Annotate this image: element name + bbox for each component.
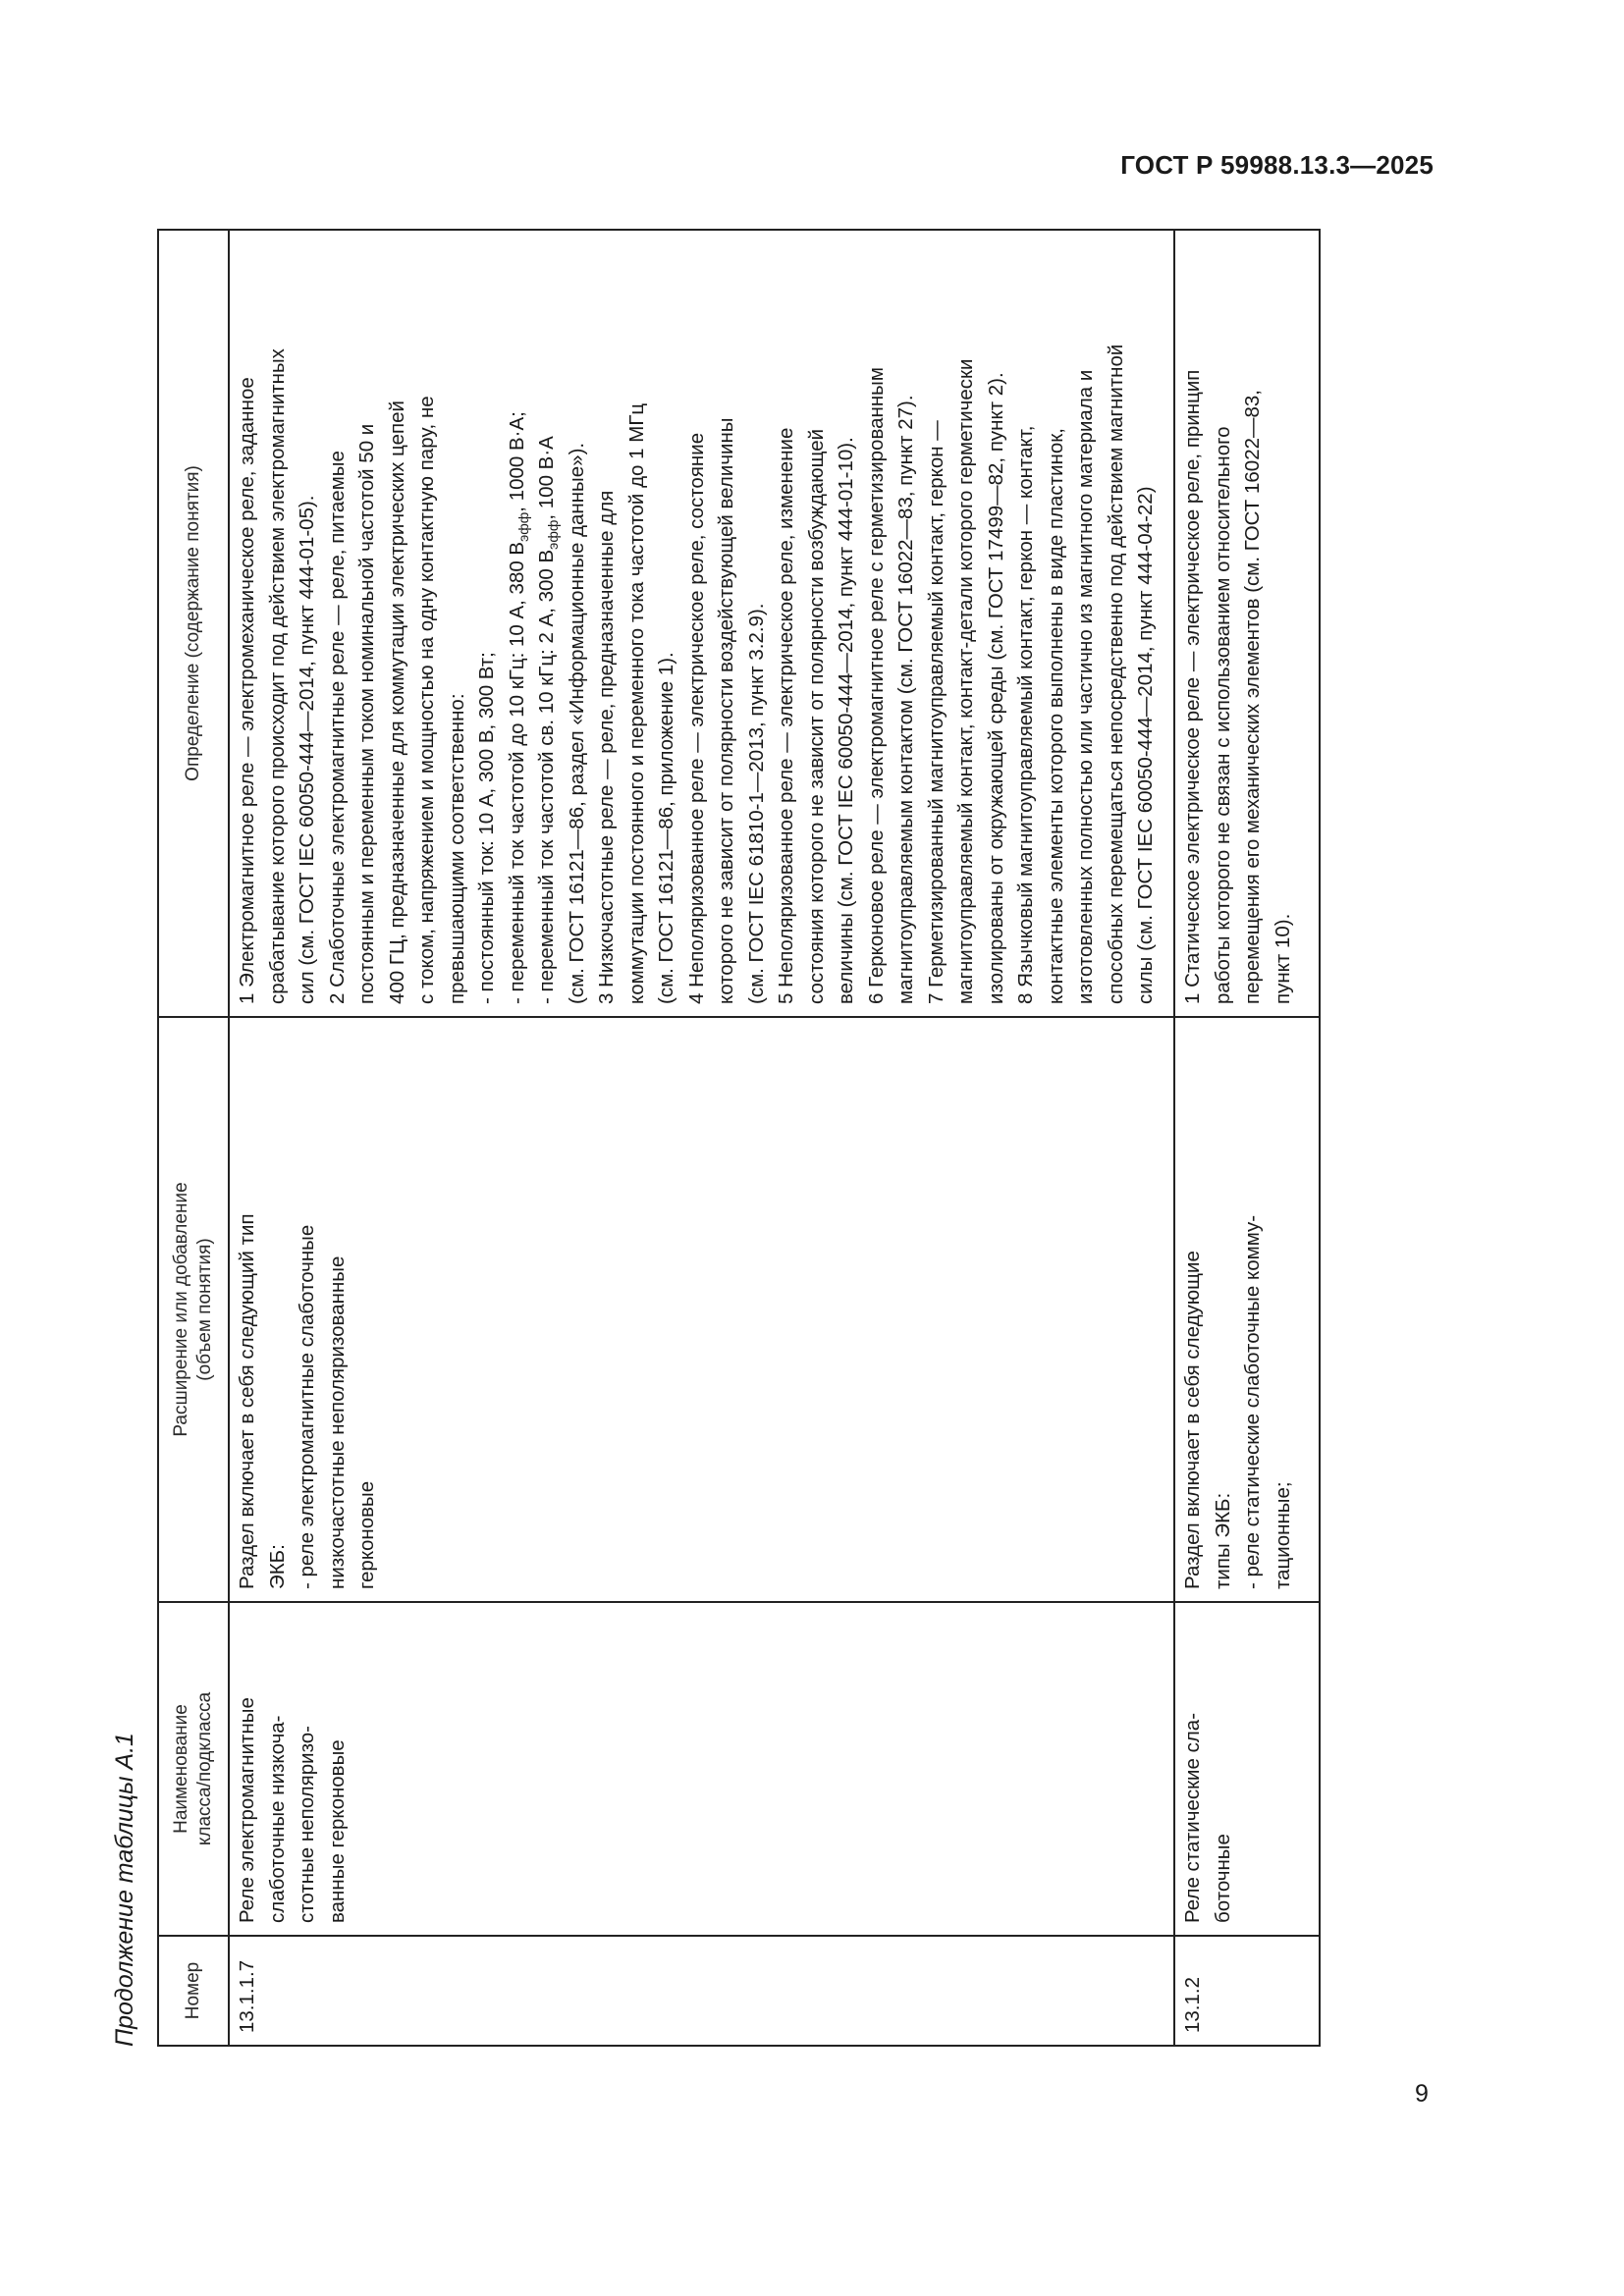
row-class-name: Реле электромагнитные слаботочные низкоча- стотные неполяризо- ванные герконовые	[229, 1602, 1174, 1936]
row-extension: Раздел включает в себя следующие типы ЭКБ: - реле статические слаботочные комму- тационные;	[1174, 1017, 1320, 1602]
table-header-row	[158, 230, 229, 2046]
definition-line: работы которого не связан с использованием относительного	[1211, 426, 1234, 1004]
header-extension: Расширение или добавление (объем понятия)	[158, 1017, 229, 1602]
definition-line: (см. ГОСТ 16121—86, приложение 1).	[655, 652, 677, 1004]
row-definition	[229, 230, 1174, 1017]
table-row	[1174, 230, 1320, 2046]
definition-line: состояния которого не зависит от полярности возбуждающей	[804, 428, 828, 1004]
row-number: 13.1.1.7	[229, 1936, 1174, 2046]
definition-line: сил (см. ГОСТ IEC 60050-444—2014, пункт 444-01-05).	[296, 495, 318, 1004]
definition-line: 2 Слаботочные электромагнитные реле — реле, питаемые	[325, 451, 349, 1004]
definition-line: 5 Неполяризованное реле — электрическое реле, изменение	[775, 427, 797, 1004]
definition-line: 1 Статическое электрическое реле — электрическое реле, принцип	[1181, 369, 1204, 1004]
document-code: ГОСТ Р 59988.13.3—2025	[1120, 150, 1434, 180]
definition-line: силы (см. ГОСТ IEC 60050-444—2014, пункт 444-04-22)	[1134, 486, 1157, 1004]
page-number: 9	[1415, 2080, 1429, 2108]
row-number: 13.1.2	[1174, 1936, 1320, 2046]
header-definition: Определение (содержание понятия)	[158, 230, 229, 1017]
header-number: Номер	[158, 1936, 229, 2046]
definition-line: изготовленных полностью или частично из магнитного материала и	[1074, 369, 1097, 1004]
definition-line: 400 ГЦ, предназначенные для коммутации электрических цепей	[385, 400, 408, 1004]
definition-line: - переменный ток частотой св. 10 кГц: 2 А, 300 $В_{эфф}$, 100 В·А	[535, 436, 562, 1004]
definition-line: магнитоуправляемым контактом (см. ГОСТ 16022—83, пункт 27).	[894, 395, 917, 1004]
definition-line: постоянным и переменным током номинальной частотой 50 и	[355, 423, 378, 1004]
table-row	[229, 230, 1174, 2046]
definition-line: магнитоуправляемый контакт, контакт-детали которого герметически	[954, 358, 977, 1004]
definition-line: с током, напряжением и мощностью на одну контактную пару, не	[415, 396, 438, 1004]
definition-line: - постоянный ток: 10 А, 300 В, 300 Вт;	[475, 652, 498, 1004]
definition-line: величины (см. ГОСТ IEC 60050-444—2014, пункт 444-01-10).	[835, 437, 857, 1004]
definition-line: изолированы от окружающей среды (см. ГОСТ 17499—82, пункт 2).	[984, 372, 1007, 1004]
definition-line: перемещения его механических элементов (см. ГОСТ 16022—83,	[1241, 389, 1264, 1004]
definition-line: способных перемещаться непосредственно под действием магнитной	[1104, 344, 1127, 1004]
definition-line: пункт 10).	[1271, 913, 1294, 1004]
definition-line: коммутации постоянного и переменного тока частотой до 1 МГц	[624, 402, 648, 1004]
row-definition	[1174, 230, 1320, 1017]
definition-line: превышающими соответственно:	[445, 693, 468, 1004]
definition-line: 3 Низкочастотные реле — реле, предназначенные для	[595, 490, 618, 1004]
definition-line: (см. ГОСТ 16121—86, раздел «Информационные данные»).	[565, 442, 588, 1004]
definition-line: 7 Герметизированный магнитоуправляемый контакт, геркон —	[924, 420, 947, 1004]
row-extension: Раздел включает в себя следующий тип ЭКБ: - реле электромагнитные слаботочные низкочастотные неполяризованные герконовые	[229, 1017, 1174, 1602]
table-caption: Продолжение таблицы А.1	[111, 1733, 138, 2047]
definitions-table	[157, 229, 1321, 2047]
definition-line: которого не зависит от полярности воздействующей величины	[715, 417, 737, 1004]
definition-line: - переменный ток частотой до 10 кГц: 10 А, 380 $В_{эфф}$, 1000 В·А;	[505, 411, 531, 1004]
definition-line: (см. ГОСТ IEC 61810-1—2013, пункт 3.2.9).	[744, 603, 768, 1004]
definition-line: 1 Электромагнитное реле — электромеханическое реле, заданное	[236, 377, 258, 1004]
definition-line: контактные элементы которого выполнены в виде пластинок,	[1044, 428, 1067, 1004]
definition-line: 8 Язычковый магнитоуправляемый контакт, геркон — контакт,	[1014, 425, 1037, 1004]
rotated-page-content	[110, 231, 1311, 2047]
header-class-name: Наименование класса/подкласса	[158, 1602, 229, 1936]
definition-line: срабатывание которого происходит под действием электромагнитных	[265, 348, 289, 1004]
row-class-name: Реле статические сла- боточные	[1174, 1602, 1320, 1936]
definition-line: 4 Неполяризованное реле — электрическое реле, состояние	[684, 432, 708, 1004]
definition-line: 6 Герконовое реле — электромагнитное реле с герметизированным	[864, 367, 888, 1004]
